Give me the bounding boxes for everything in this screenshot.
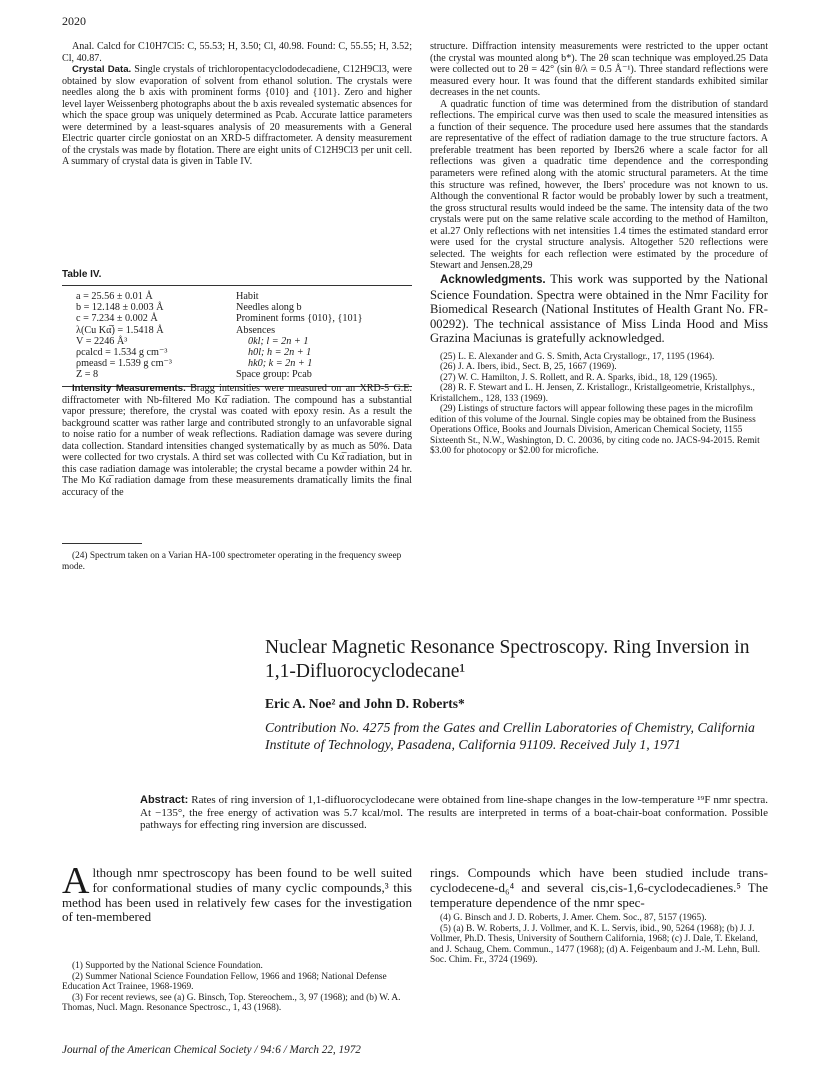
article-body-right: rings. Compounds which have been studied include trans-cyclodecene-d₆⁴ and several cis,cis-1,6-cyclodecadienes.⁵ The temperature dependence of the nmr spec- [430, 865, 768, 910]
footnote-item: (4) G. Binsch and J. D. Roberts, J. Amer. Chem. Soc., 87, 5157 (1965). [440, 913, 707, 923]
table-cell: a = 25.56 ± 0.01 Å [76, 291, 153, 302]
table-cell: b = 12.148 ± 0.003 Å [76, 302, 164, 314]
intensity-text: Bragg intensities were measured on an XRD-5 G.E. diffractometer with Nb-filtered Mo Kα̅ radiation. The compound has a substantial vapor pressure; therefore, the crystal was coated with epoxy resin. As a result the background scatter was rather large and contributed strongly to an unfavorable signal to noise ratio for a number of weak reflections. Radiation damage was severe during data collection. Standard intensities changed systematically by as much as 50%. Data were collected for two crystals. A third set was collected with Cu Kα̅ radiation, but in this case radiation damage was intolerable; the crystal became a powder within 24 hr. The Mo Kα̅ radiation damage from these measurements dramatically limits the final accuracy of the [62, 383, 412, 498]
page-number: 2020 [62, 14, 86, 28]
intensity-measurements-paragraph [62, 383, 412, 498]
table-cell: c = 7.234 ± 0.002 Å [76, 313, 158, 325]
article-footnotes-right [430, 913, 768, 966]
table-cell-absence: hk0; k = 2n + 1 [248, 358, 313, 370]
footnote-item: (2) Summer National Science Foundation Fellow, 1966 and 1968; National Defense Education Act Trainee, 1968-1969. [62, 971, 387, 993]
table-cell: ρcalcd = 1.534 g cm⁻³ [76, 347, 168, 359]
table-cell: Absences [236, 324, 276, 336]
footnote-divider [62, 543, 142, 544]
article-title: Nuclear Magnetic Resonance Spectroscopy. Ring Inversion in 1,1-Difluorocyclodecane¹ [265, 637, 750, 682]
journal-footer: Journal of the American Chemical Society / 94:6 / March 22, 1972 [62, 1044, 361, 1056]
footnote-24: (24) Spectrum taken on a Varian HA-100 spectrometer operating in the frequency sweep mode. [62, 551, 402, 572]
reference-item: (28) R. F. Stewart and L. H. Jensen, Z. Kristallogr., Kristallgeometrie, Kristallphys., Kristallchem., 128, 133 (1969). [430, 383, 755, 404]
footnote-item: (5) (a) B. W. Roberts, J. J. Vollmer, and K. L. Servis, ibid., 90, 5264 (1968); (b) J. J. Vollmer, Ph.D. Thesis, University of Southern California, 1968; (c) J. Dale, T. Ekeland, and J. Schaug, Chem. Commun., 1477 (1968); (d) A. Feigenbaum and J.-M. Lehn, Bull. Soc. Chim. Fr., 3724 (1969). [430, 923, 760, 966]
acknowledgments-paragraph [430, 272, 768, 346]
right-paragraph-2: A quadratic function of time was determined from the distribution of standard reflections. The empirical curve was then used to scale the measured intensities as a function of their sequence. The procedure used here assumes that the standards are representative of the effect of radiation damage to the true structure factors. A preferable treatment has been reported by Ibers26 where a scale factor for all reflections was given a quadratic time dependence and the corresponding parameters were refined along with the atomic structural parameters. At the time this structure was refined, however, the Ibers' procedure was not known to us. Although the conventional R factor would be probably lower by such a treatment, the gross structural results would indeed be the same. The intensity data of the two crystals were put on the same relative scale according to the method of Hamilton, et al.27 Only reflections with net intensities 1.4 times the estimated standard error were used for the crystal structure analysis. Altogether 520 reflections were selected. The weights for each reflection were estimated by the procedure of Stewart and Jensen.28,29 [430, 98, 768, 272]
table-body [62, 286, 412, 386]
article-footnotes-left [62, 961, 412, 1014]
intensity-heading: Intensity Measurements. [72, 383, 186, 394]
crystal-data-text: Single crystals of trichloropentacyclododecadiene, C12H9Cl3, were obtained by slow evaporation of solvent from ethanol solution. The crystals were needles along the b axis with prominent forms {010} and {101}. Zero and higher level layer Weissenberg photographs about the b axis revealed systematic absences for which the space group was uniquely determined as Pcab. Accurate lattice parameters were determined by a least-squares analysis of 20 measurements with a General Electric quarter circle goniostat on an XRD-5 diffractometer. A density measurement of the crystals was made by flotation. There are eight units of C12H9Cl3 per unit cell. A summary of crystal data is given in Table IV. [62, 64, 412, 168]
reference-item: (25) L. E. Alexander and G. S. Smith, Acta Crystallogr., 17, 1195 (1964). [440, 351, 715, 362]
table-cell: Z = 8 [76, 369, 99, 381]
acknowledgments-heading: Acknowledgments. [440, 272, 546, 286]
abstract-text: Rates of ring inversion of 1,1-difluorocyclodecane were obtained from line-shape changes in the low-temperature ¹⁹F nmr spectra. At −135°, the free energy of activation was 5.7 kcal/mol. The results are interpreted in terms of a boat-chair-boat conformation. Possible pathways for effecting ring inversion are discussed. [140, 794, 769, 832]
acknowledgments-text: This work was supported by the National Science Foundation. Spectra were obtained in the Nmr Facility for Biomedical Research (National Institutes of Health Grant No. FR-00292). The technical assistance of Miss Linda Hood and Miss Grazina Maciunas is gratefully acknowledged. [430, 271, 769, 346]
drop-cap: A [62, 860, 90, 902]
table-column-habit [236, 291, 412, 381]
table-cell: V = 2246 Å³ [76, 335, 128, 347]
abstract-label: Abstract: [140, 794, 189, 806]
article-affiliation: Contribution No. 4275 from the Gates and Crellin Laboratories of Chemistry, California Institute of Technology, Pasadena, California 91109. Received July 1, 1971 [265, 720, 755, 752]
analysis-paragraph: Anal. Calcd for C10H7Cl5: C, 55.53; H, 3.50; Cl, 40.98. Found: C, 55.55; H, 3.52; Cl, 40.87. [62, 41, 412, 64]
crystal-data-heading: Crystal Data. [72, 64, 132, 76]
left-column-top [62, 41, 412, 168]
table-cell: Habit [236, 291, 259, 302]
table-cell-absence: 0kl; l = 2n + 1 [248, 335, 309, 347]
table-cell: Needles along b [236, 302, 302, 314]
table-cell-absence: h0l; h = 2n + 1 [248, 347, 312, 359]
right-column-top [430, 41, 768, 457]
article-abstract [140, 794, 768, 832]
reference-item: (26) J. A. Ibers, ibid., Sect. B, 25, 1667 (1969). [440, 362, 617, 373]
table-caption: Table IV. [62, 269, 102, 280]
article-body-left [62, 860, 412, 925]
table-cell: Space group: Pcab [236, 369, 312, 381]
crystal-data-paragraph [62, 64, 412, 168]
table-column-parameters [76, 291, 236, 381]
reference-item: (27) W. C. Hamilton, J. S. Rollett, and R. A. Sparks, ibid., 18, 129 (1965). [440, 372, 718, 383]
table-cell: ρmeasd = 1.539 g cm⁻³ [76, 358, 172, 370]
reference-item: (29) Listings of structure factors will appear following these pages in the microfilm edition of this volume of the Journal. Single copies may be obtained from the Business Operations Office, Books and Journals Division, American Chemical Society, 1155 Sixteenth St., N.W., Washington, D. C. 20036, by citing code no. JACS-94-2015. Remit $3.00 for photocopy or $2.00 for microfiche. [430, 404, 760, 457]
body-left-text: lthough nmr spectroscopy has been found to be well suited for conformational studies of many cyclic compounds,³ this method has been used in relatively few cases for the investigation of ten-membered [62, 865, 412, 925]
footnote-item: (3) For recent reviews, see (a) G. Binsch, Top. Stereochem., 3, 97 (1968); and (b) W. A. Thomas, Nucl. Magn. Resonance Spectrosc., 1, 43 (1968). [62, 992, 401, 1014]
article-authors: Eric A. Noe² and John D. Roberts* [265, 696, 465, 711]
table-cell: Prominent forms {010}, {101} [236, 313, 363, 325]
table-cell: λ(Cu Kα̅) = 1.5418 Å [76, 324, 164, 336]
references-list [430, 352, 768, 457]
footnote-item: (1) Supported by the National Science Foundation. [72, 961, 263, 971]
table-iv [62, 269, 412, 387]
right-paragraph-1: structure. Diffraction intensity measurements were restricted to the upper octant (the crystal was mounted along b*). The 2θ scan technique was employed.25 Data were collected out to 2θ = 42° (sin θ/λ = 0.5 Å⁻¹). Three standard reflections were measured every hour. It was found that the different standards exhibited similar decreases in the net counts. [430, 41, 768, 99]
